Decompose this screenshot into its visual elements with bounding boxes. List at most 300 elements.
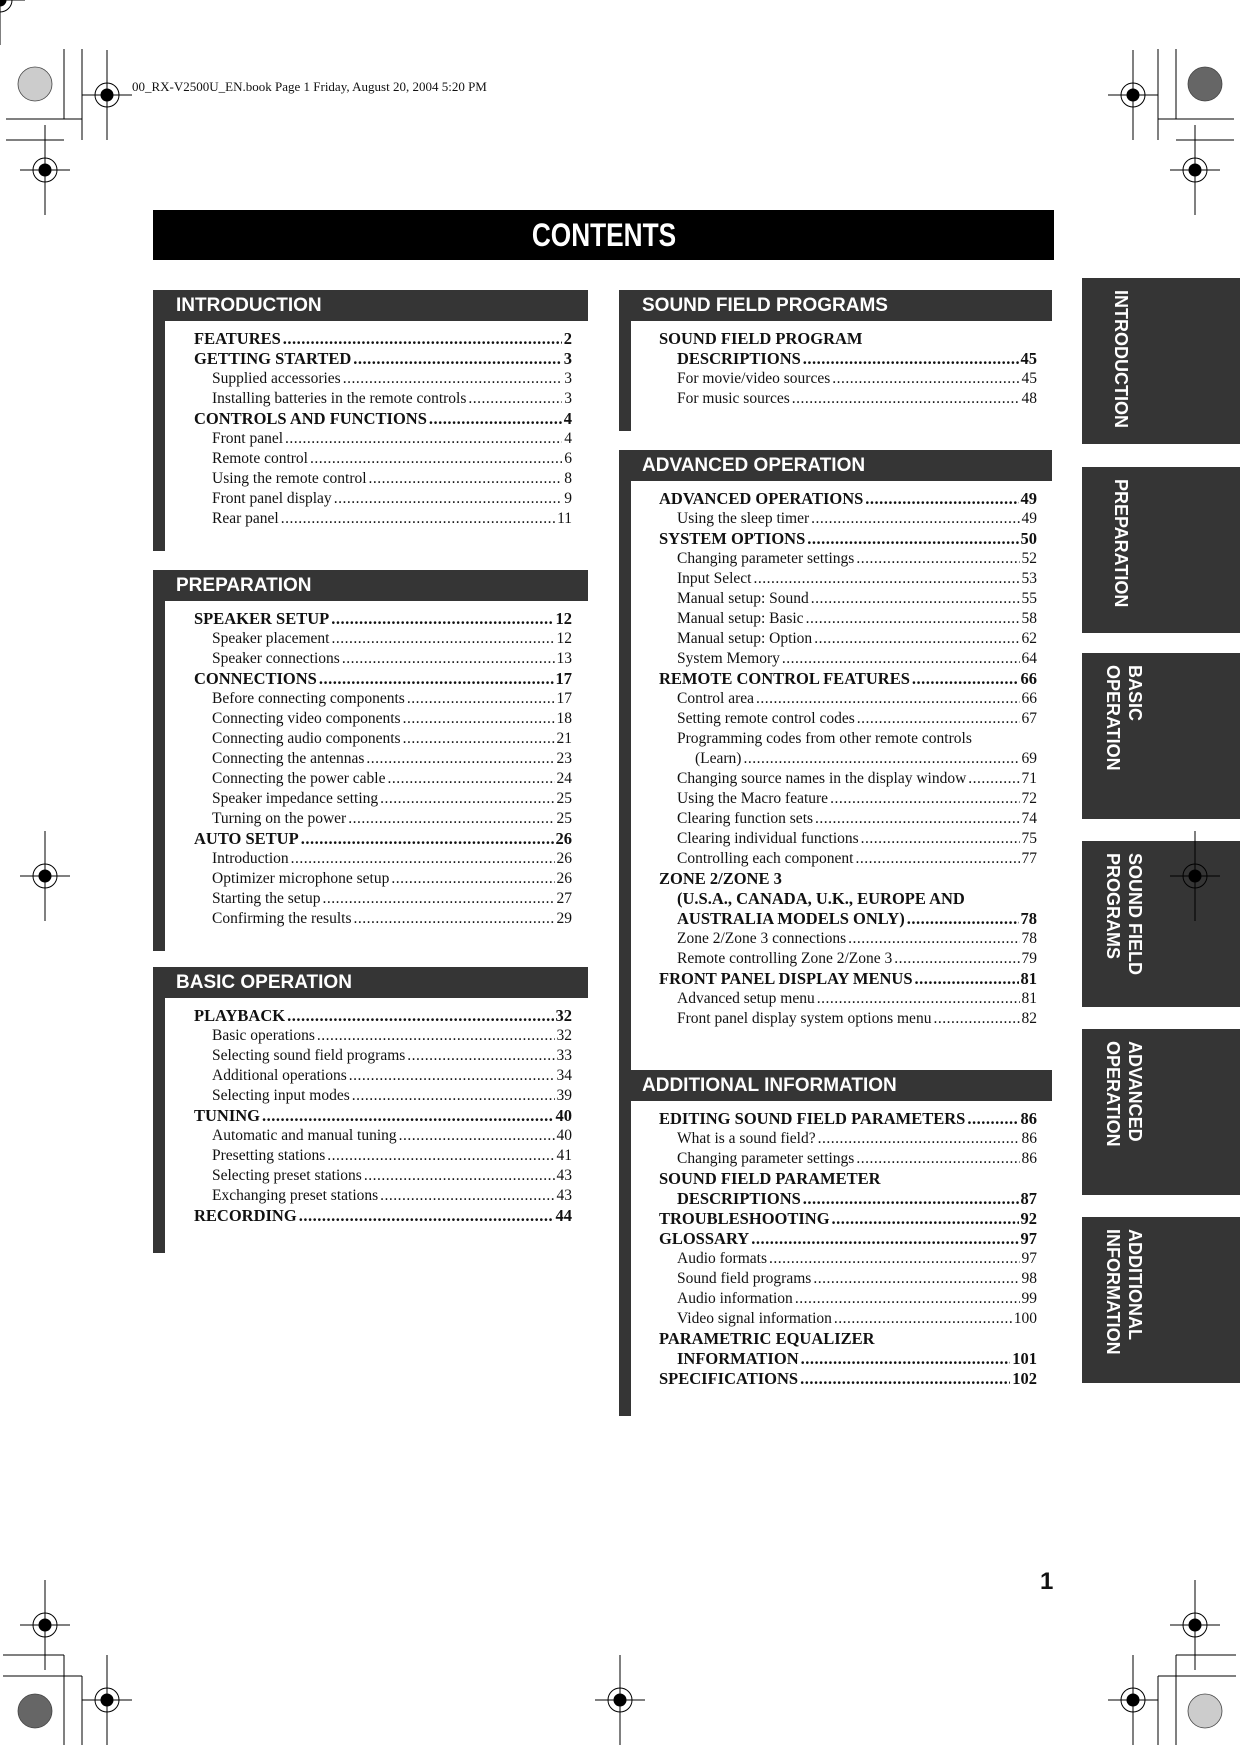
entry-page-number: 101	[1012, 1349, 1037, 1368]
dot-leader	[861, 829, 1020, 849]
toc-heading-entry[interactable]	[153, 349, 572, 369]
dot-leader	[285, 429, 562, 449]
dot-leader	[782, 649, 1020, 669]
entry-page-number: 86	[1020, 1109, 1037, 1128]
entry-title: Supplied accessories	[212, 370, 341, 387]
entry-page-number: 44	[555, 1206, 572, 1225]
entry-title: Connecting the power cable	[212, 770, 386, 787]
entry-title: ZONE 2/ZONE 3	[659, 869, 782, 888]
dot-leader	[407, 689, 555, 709]
entry-title: For movie/video sources	[677, 370, 831, 387]
toc-entry[interactable]	[619, 1009, 1037, 1029]
dot-leader	[331, 609, 553, 629]
entry-page-number: 3	[563, 349, 572, 368]
dot-leader	[751, 1229, 1018, 1249]
entry-title: Manual setup: Option	[677, 630, 813, 647]
dot-leader	[287, 1006, 553, 1026]
toc-entry[interactable]	[619, 769, 1037, 789]
entry-title: Using the sleep timer	[677, 510, 810, 527]
entry-title: What is a sound field?	[677, 1130, 816, 1147]
entry-page-number: 67	[1021, 710, 1037, 727]
dot-leader	[832, 1209, 1019, 1229]
dot-leader	[856, 1149, 1019, 1169]
entry-title: DESCRIPTIONS	[677, 349, 801, 368]
entry-title: TUNING	[194, 1106, 261, 1125]
entry-page-number: 41	[556, 1147, 572, 1164]
entry-page-number: 26	[555, 829, 572, 848]
entry-title: Manual setup: Basic	[677, 610, 804, 627]
entry-title: Front panel	[212, 430, 284, 447]
entry-page-number: 72	[1021, 790, 1037, 807]
entry-page-number: 29	[556, 910, 572, 927]
entry-page-number: 3	[564, 390, 572, 407]
entry-page-number: 52	[1021, 550, 1037, 567]
entry-page-number: 33	[556, 1047, 572, 1064]
dot-leader	[830, 789, 1019, 809]
toc-entry[interactable]	[153, 1146, 572, 1166]
toc-entry[interactable]	[619, 589, 1037, 609]
toc-entry[interactable]	[619, 569, 1037, 589]
section-advanced-operation	[619, 450, 1052, 1027]
toc-list	[619, 489, 1037, 1029]
entry-page-number: 32	[556, 1027, 572, 1044]
entry-page-number: 98	[1021, 1270, 1037, 1287]
entry-page-number: 17	[556, 690, 572, 707]
dot-leader	[800, 1369, 1010, 1389]
entry-title: Speaker placement	[212, 630, 330, 647]
toc-entry[interactable]	[153, 1166, 572, 1186]
toc-heading-entry[interactable]	[153, 1106, 572, 1126]
toc-entry[interactable]	[153, 1126, 572, 1146]
entry-page-number: 48	[1021, 390, 1037, 407]
dot-leader	[795, 1289, 1020, 1309]
entry-page-number: 40	[555, 1106, 572, 1125]
toc-entry[interactable]	[619, 1149, 1037, 1169]
toc-entry[interactable]	[619, 549, 1037, 569]
toc-heading-entry[interactable]	[153, 329, 572, 349]
dot-leader	[327, 1146, 554, 1166]
entry-page-number: 12	[556, 630, 572, 647]
dot-leader	[334, 489, 563, 509]
dot-leader	[974, 729, 1035, 749]
toc-entry[interactable]	[619, 709, 1037, 729]
entry-title: Input Select	[677, 570, 752, 587]
section-introduction	[153, 290, 588, 527]
entry-title: Clearing individual functions	[677, 830, 859, 847]
toc-entry[interactable]	[619, 849, 1037, 869]
dot-leader	[834, 1309, 1012, 1329]
entry-title: Connecting the antennas	[212, 750, 365, 767]
toc-heading-entry[interactable]	[619, 869, 1037, 889]
section-sound-field-programs	[619, 290, 1052, 407]
entry-title: PLAYBACK	[194, 1006, 286, 1025]
entry-title: For music sources	[677, 390, 790, 407]
toc-heading-entry[interactable]	[619, 329, 1037, 349]
entry-page-number: 97	[1020, 1229, 1037, 1248]
toc-entry[interactable]	[153, 1086, 572, 1106]
toc-entry[interactable]	[153, 369, 572, 389]
dot-leader	[429, 409, 562, 429]
toc-entry[interactable]	[153, 749, 572, 769]
entry-page-number: 86	[1021, 1130, 1037, 1147]
toc-entry[interactable]	[619, 989, 1037, 1009]
entry-title: Programming codes from other remote controls	[677, 730, 972, 747]
dot-leader	[803, 1189, 1019, 1209]
entry-title: Before connecting components	[212, 690, 405, 707]
toc-heading-entry[interactable]	[619, 669, 1037, 689]
dot-leader	[818, 1129, 1020, 1149]
entry-page-number: 4	[564, 430, 572, 447]
dot-leader	[348, 809, 554, 829]
entry-page-number	[1035, 1169, 1037, 1189]
entry-title: Basic operations	[212, 1027, 315, 1044]
entry-page-number: 43	[556, 1187, 572, 1204]
entry-title: Audio formats	[677, 1250, 767, 1267]
dot-leader	[814, 629, 1019, 649]
dot-leader	[310, 449, 562, 469]
dot-leader	[815, 809, 1019, 829]
dot-leader	[323, 889, 555, 909]
entry-page-number: 66	[1021, 690, 1037, 707]
entry-title: SYSTEM OPTIONS	[659, 529, 806, 548]
toc-heading-entry[interactable]	[619, 529, 1037, 549]
dot-leader	[769, 1249, 1020, 1269]
entry-title: GETTING STARTED	[194, 349, 352, 368]
entry-page-number: 3	[564, 370, 572, 387]
toc-heading-entry[interactable]	[153, 609, 572, 629]
toc-heading-entry[interactable]	[619, 1329, 1037, 1349]
section-additional-information	[619, 1070, 1052, 1388]
entry-title: Sound field programs	[677, 1270, 812, 1287]
side-tab[interactable]	[1082, 841, 1240, 1007]
toc-entry[interactable]	[153, 429, 572, 449]
toc-entry[interactable]	[619, 1269, 1037, 1289]
dot-leader	[811, 509, 1019, 529]
entry-page-number: 8	[564, 470, 572, 487]
side-tab[interactable]	[1082, 1217, 1240, 1383]
toc-heading-entry[interactable]	[619, 1369, 1037, 1389]
entry-page-number: 82	[1021, 1010, 1037, 1027]
dot-leader	[907, 909, 1019, 929]
entry-page-number: 11	[557, 510, 572, 527]
page-number: 1	[1040, 1568, 1054, 1595]
dot-leader	[364, 1166, 555, 1186]
section-heading: ADDITIONAL INFORMATION	[619, 1070, 1052, 1101]
dot-leader	[391, 869, 554, 889]
entry-page-number: 43	[556, 1167, 572, 1184]
dot-leader	[403, 729, 555, 749]
toc-entry[interactable]	[619, 389, 1037, 409]
entry-page-number: 25	[556, 810, 572, 827]
side-tab-label: PROGRAMS	[1103, 853, 1123, 960]
dot-leader	[354, 909, 555, 929]
dot-leader	[801, 1349, 1011, 1369]
side-tab[interactable]	[1082, 467, 1240, 633]
toc-entry[interactable]	[153, 849, 572, 869]
entry-page-number: 86	[1021, 1150, 1037, 1167]
dot-leader	[806, 609, 1020, 629]
entry-title: Connecting video components	[212, 710, 401, 727]
side-tab-label: PREPARATION	[1111, 479, 1131, 608]
toc-heading-entry[interactable]	[153, 829, 572, 849]
entry-page-number	[1035, 329, 1037, 349]
toc-list	[153, 609, 572, 929]
dot-leader	[403, 709, 555, 729]
dot-leader	[353, 349, 561, 369]
toc-entry[interactable]	[619, 689, 1037, 709]
toc-entry[interactable]	[619, 1289, 1037, 1309]
entry-page-number: 77	[1021, 850, 1037, 867]
entry-title: Advanced setup menu	[677, 990, 815, 1007]
entry-page-number: 71	[1021, 770, 1037, 787]
toc-entry[interactable]	[153, 509, 572, 529]
toc-heading-entry[interactable]	[619, 1109, 1037, 1129]
entry-title: Using the remote control	[212, 470, 367, 487]
toc-entry[interactable]	[619, 749, 1037, 769]
entry-page-number: 45	[1020, 349, 1037, 368]
dot-leader	[407, 1046, 554, 1066]
entry-title: Speaker impedance setting	[212, 790, 379, 807]
dot-leader	[387, 769, 554, 789]
entry-title: Changing parameter settings	[677, 550, 855, 567]
toc-heading-entry[interactable]	[153, 669, 572, 689]
dot-leader	[331, 629, 554, 649]
entry-page-number: 39	[556, 1087, 572, 1104]
entry-page-number	[1035, 1329, 1037, 1349]
entry-title: Turning on the power	[212, 810, 347, 827]
toc-entry[interactable]	[153, 389, 572, 409]
toc-entry[interactable]	[153, 629, 572, 649]
entry-title: Video signal information	[677, 1310, 832, 1327]
dot-leader	[967, 889, 1035, 909]
entry-page-number: 25	[556, 790, 572, 807]
toc-entry[interactable]	[619, 649, 1037, 669]
dot-leader	[877, 1329, 1035, 1349]
entry-title: Selecting sound field programs	[212, 1047, 406, 1064]
dot-leader	[399, 1126, 555, 1146]
entry-title: Remote controlling Zone 2/Zone 3	[677, 950, 893, 967]
entry-title: PARAMETRIC EQUALIZER	[659, 1329, 875, 1348]
entry-page-number: 55	[1021, 590, 1037, 607]
toc-entry[interactable]	[153, 769, 572, 789]
toc-heading-entry[interactable]	[619, 1189, 1037, 1209]
entry-page-number: 18	[556, 710, 572, 727]
dot-leader	[262, 1106, 553, 1126]
side-tab-label: SOUND FIELD	[1125, 853, 1145, 976]
entry-page-number: 66	[1020, 669, 1037, 688]
entry-page-number: 78	[1020, 909, 1037, 928]
entry-page-number: 2	[563, 329, 572, 348]
toc-heading-entry[interactable]	[619, 1229, 1037, 1249]
entry-page-number: 32	[555, 1006, 572, 1025]
toc-entry[interactable]	[619, 1249, 1037, 1269]
entry-page-number: 49	[1021, 510, 1037, 527]
page-title-text: CONTENTS	[531, 217, 676, 253]
dot-leader	[865, 489, 1018, 509]
dot-leader	[813, 1269, 1019, 1289]
side-tab[interactable]	[1082, 278, 1240, 444]
dot-leader	[968, 769, 1019, 789]
entry-page-number: 58	[1021, 610, 1037, 627]
toc-entry[interactable]	[619, 369, 1037, 389]
entry-title: Setting remote control codes	[677, 710, 855, 727]
toc-entry[interactable]	[153, 649, 572, 669]
toc-entry[interactable]	[153, 869, 572, 889]
dot-leader	[753, 569, 1019, 589]
toc-entry[interactable]	[619, 829, 1037, 849]
side-tab[interactable]	[1082, 1029, 1240, 1195]
toc-entry[interactable]	[153, 489, 572, 509]
entry-title: Confirming the results	[212, 910, 352, 927]
entry-page-number: 13	[556, 650, 572, 667]
entry-title: Optimizer microphone setup	[212, 870, 390, 887]
toc-list	[619, 1109, 1037, 1389]
entry-title: REMOTE CONTROL FEATURES	[659, 669, 910, 688]
entry-title: FEATURES	[194, 329, 281, 348]
dot-leader	[319, 669, 554, 689]
entry-title: AUSTRALIA MODELS ONLY)	[677, 909, 905, 928]
toc-heading-entry[interactable]	[619, 489, 1037, 509]
entry-title: Presetting stations	[212, 1147, 326, 1164]
toc-heading-entry[interactable]	[619, 969, 1037, 989]
entry-page-number: 24	[556, 770, 572, 787]
entry-title: Clearing function sets	[677, 810, 814, 827]
dot-leader	[967, 1109, 1018, 1129]
toc-entry[interactable]	[619, 1129, 1037, 1149]
dot-leader	[856, 549, 1019, 569]
section-heading: BASIC OPERATION	[153, 967, 588, 998]
dot-leader	[807, 529, 1018, 549]
entry-page-number: 40	[556, 1127, 572, 1144]
toc-entry[interactable]	[619, 609, 1037, 629]
entry-title: Starting the setup	[212, 890, 321, 907]
entry-title: Manual setup: Sound	[677, 590, 809, 607]
side-tab[interactable]	[1082, 653, 1240, 819]
toc-entry[interactable]	[153, 1026, 572, 1046]
entry-page-number	[1035, 729, 1037, 749]
dot-leader	[366, 749, 554, 769]
entry-page-number: 78	[1021, 930, 1037, 947]
entry-page-number: 34	[556, 1067, 572, 1084]
entry-title: Selecting preset stations	[212, 1167, 362, 1184]
entry-title: Control area	[677, 690, 755, 707]
toc-entry[interactable]	[153, 1066, 572, 1086]
toc-heading-entry[interactable]	[153, 1006, 572, 1026]
toc-heading-entry[interactable]	[619, 1349, 1037, 1369]
entry-page-number: 99	[1021, 1290, 1037, 1307]
dot-leader	[803, 349, 1019, 369]
dot-leader	[291, 849, 555, 869]
entry-title: CONNECTIONS	[194, 669, 317, 688]
dot-leader	[281, 509, 555, 529]
entry-page-number: 45	[1021, 370, 1037, 387]
dot-leader	[865, 329, 1035, 349]
toc-entry[interactable]	[153, 789, 572, 809]
entry-page-number: 6	[564, 450, 572, 467]
entry-title: DESCRIPTIONS	[677, 1189, 801, 1208]
entry-title: Selecting input modes	[212, 1087, 350, 1104]
dot-leader	[743, 749, 1019, 769]
entry-title: Front panel display system options menu	[677, 1010, 932, 1027]
dot-leader	[756, 689, 1019, 709]
entry-title: Speaker connections	[212, 650, 340, 667]
entry-title: Connecting audio components	[212, 730, 401, 747]
toc-heading-entry[interactable]	[153, 409, 572, 429]
side-tab-label: OPERATION	[1103, 1041, 1123, 1147]
toc-heading-entry[interactable]	[619, 1209, 1037, 1229]
entry-page-number: 53	[1021, 570, 1037, 587]
toc-entry[interactable]	[153, 729, 572, 749]
entry-title: SOUND FIELD PARAMETER	[659, 1169, 881, 1188]
entry-page-number: 64	[1021, 650, 1037, 667]
dot-leader	[283, 329, 562, 349]
toc-entry[interactable]	[619, 789, 1037, 809]
entry-page-number: 27	[556, 890, 572, 907]
dot-leader	[811, 589, 1020, 609]
toc-heading-entry[interactable]	[619, 1169, 1037, 1189]
toc-entry[interactable]	[153, 689, 572, 709]
dot-leader	[380, 789, 554, 809]
dot-leader	[856, 849, 1020, 869]
toc-entry[interactable]	[153, 449, 572, 469]
toc-heading-entry[interactable]	[619, 889, 1037, 909]
entry-page-number: 75	[1021, 830, 1037, 847]
entry-title: FRONT PANEL DISPLAY MENUS	[659, 969, 913, 988]
entry-page-number: 100	[1013, 1310, 1037, 1327]
side-tab-label: ADVANCED	[1125, 1041, 1145, 1142]
toc-entry[interactable]	[153, 889, 572, 909]
toc-heading-entry[interactable]	[619, 349, 1037, 369]
toc-entry[interactable]	[153, 1186, 572, 1206]
toc-heading-entry[interactable]	[153, 1206, 572, 1226]
toc-entry[interactable]	[619, 809, 1037, 829]
entry-page-number: 26	[556, 870, 572, 887]
entry-title: SPECIFICATIONS	[659, 1369, 799, 1388]
dot-leader	[380, 1186, 554, 1206]
dot-leader	[912, 669, 1019, 689]
toc-entry[interactable]	[619, 729, 1037, 749]
toc-entry[interactable]	[619, 1309, 1037, 1329]
toc-entry[interactable]	[619, 929, 1037, 949]
toc-entry[interactable]	[619, 509, 1037, 529]
toc-entry[interactable]	[153, 469, 572, 489]
dot-leader	[933, 1009, 1019, 1029]
entry-page-number	[1035, 869, 1037, 889]
page-title	[153, 210, 1054, 260]
toc-entry[interactable]	[619, 629, 1037, 649]
toc-heading-entry[interactable]	[619, 909, 1037, 929]
toc-entry[interactable]	[619, 949, 1037, 969]
toc-entry[interactable]	[153, 709, 572, 729]
entry-title: Audio information	[677, 1290, 793, 1307]
dot-leader	[352, 1086, 555, 1106]
toc-entry[interactable]	[153, 809, 572, 829]
dot-leader	[468, 389, 562, 409]
entry-title: Front panel display	[212, 490, 332, 507]
entry-title: Using the Macro feature	[677, 790, 829, 807]
side-tab-label: ADDITIONAL	[1125, 1229, 1145, 1340]
entry-page-number: 9	[564, 490, 572, 507]
entry-title: Controlling each component	[677, 850, 854, 867]
entry-title: TROUBLESHOOTING	[659, 1209, 830, 1228]
entry-title: Installing batteries in the remote controls	[212, 390, 467, 407]
dot-leader	[857, 709, 1020, 729]
entry-page-number: 4	[563, 409, 572, 428]
dot-leader	[299, 1206, 554, 1226]
file-header: 00_RX-V2500U_EN.book Page 1 Friday, August 20, 2004 5:20 PM	[132, 79, 487, 94]
toc-entry[interactable]	[153, 909, 572, 929]
toc-entry[interactable]	[153, 1046, 572, 1066]
